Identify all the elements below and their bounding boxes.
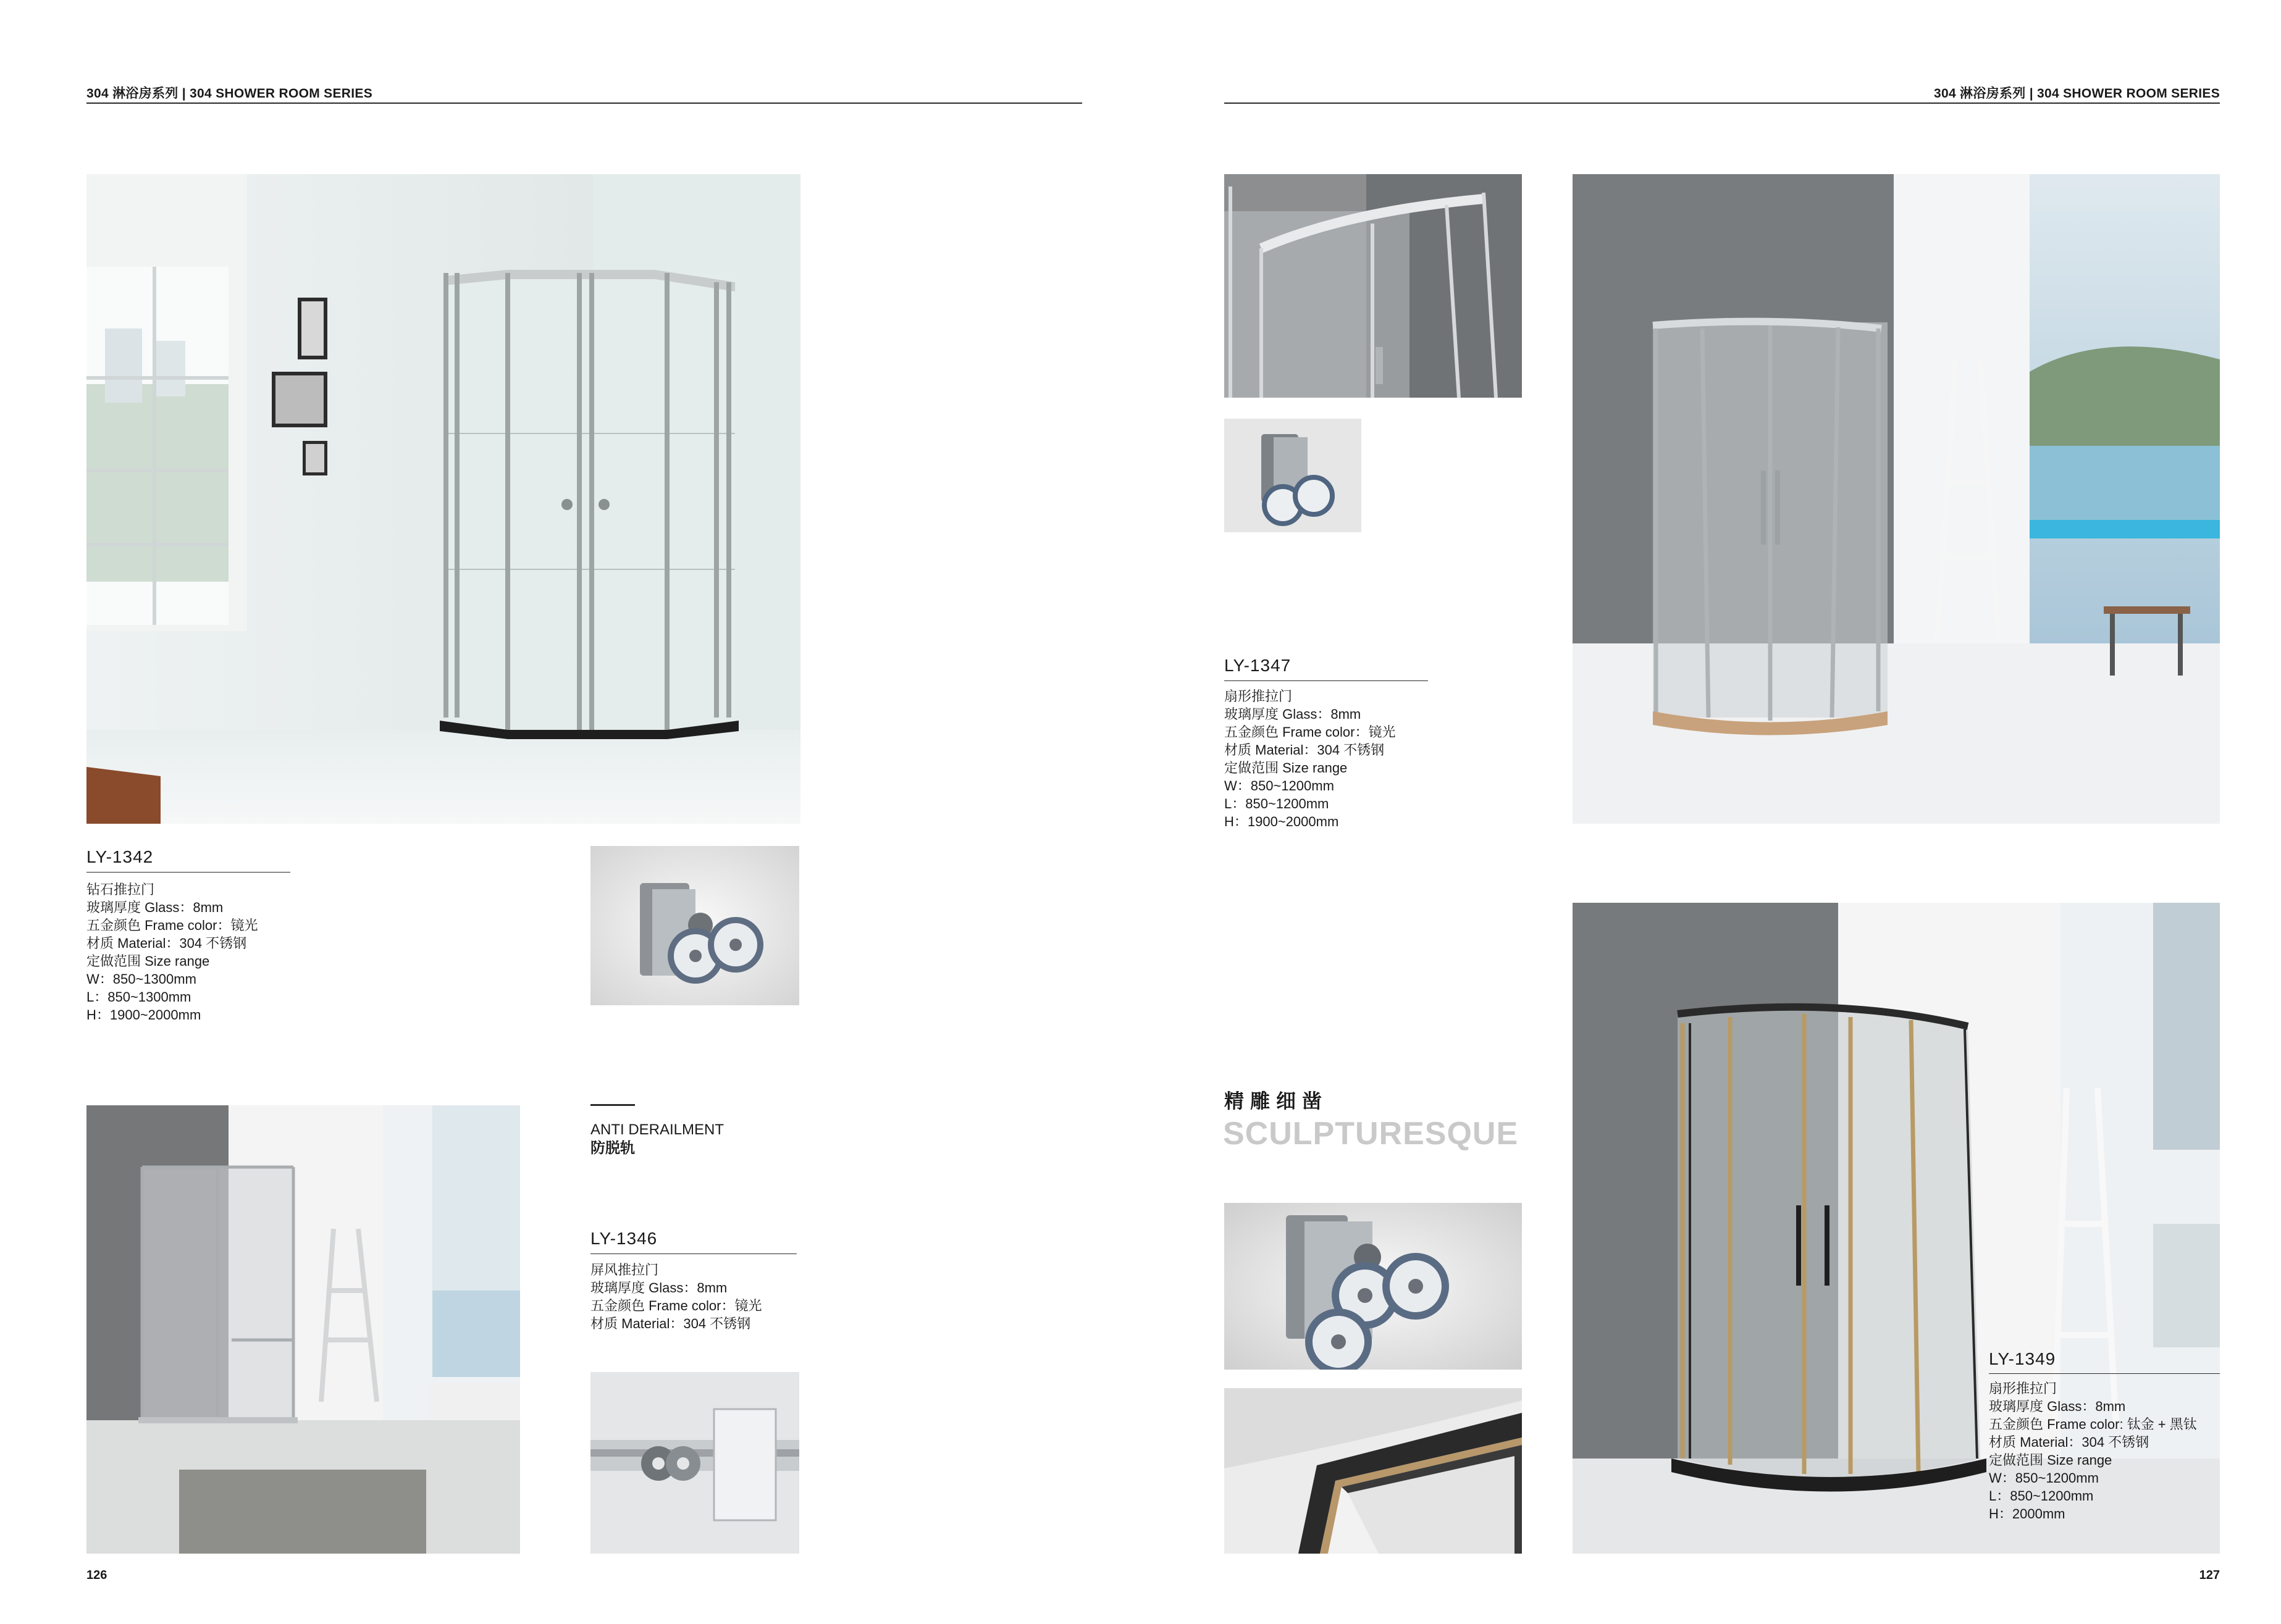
small-roller-detail-photo (1224, 419, 1361, 532)
spec-line: 扇形推拉门 (1989, 1381, 2057, 1396)
spec-line: L：850~1200mm (1989, 1488, 2094, 1504)
spec-line: H：1900~2000mm (86, 1007, 201, 1023)
spec-line: 五金颜色 Frame color：镜光 (86, 918, 258, 933)
ly1342-main-photo (86, 174, 800, 824)
spec-line: H：2000mm (1989, 1506, 2065, 1521)
ly1347-specs (1224, 687, 1395, 831)
spec-line: 材质 Material：304 不锈钢 (1224, 742, 1385, 758)
ly1342-model: LY-1342 (86, 847, 154, 866)
left-page-number: 126 (86, 1568, 107, 1582)
ly1349-rule (1989, 1373, 2220, 1374)
left-header: 304 淋浴房系列 | 304 SHOWER ROOM SERIES (86, 86, 373, 101)
spec-line: 材质 Material：304 不锈钢 (590, 1316, 751, 1331)
ly1347-rule (1224, 680, 1428, 681)
right-header-rule (1224, 103, 2220, 104)
ly1346-model: LY-1346 (590, 1229, 658, 1248)
ly1347-main-photo (1573, 174, 2220, 824)
spec-line: 定做范围 Size range (1989, 1452, 2112, 1468)
right-header: 304 淋浴房系列 | 304 SHOWER ROOM SERIES (1933, 86, 2220, 101)
spec-line: W：850~1200mm (1989, 1470, 2099, 1486)
spec-line: L：850~1300mm (86, 989, 191, 1005)
spec-line: 五金颜色 Frame color：镜光 (590, 1298, 762, 1313)
roller-large-detail-photo (1224, 1203, 1522, 1370)
feature-rule (590, 1104, 635, 1106)
spec-line: 玻璃厚度 Glass：8mm (86, 900, 224, 915)
spec-line: H：1900~2000mm (1224, 814, 1339, 829)
ly1349-model: LY-1349 (1989, 1349, 2056, 1368)
ly1346-specs (590, 1261, 762, 1333)
frame-corner-detail-photo (1224, 1388, 1522, 1554)
spec-line: L：850~1200mm (1224, 796, 1329, 811)
roller-detail-photo (590, 846, 799, 1005)
spec-line: 玻璃厚度 Glass：8mm (1989, 1399, 2126, 1414)
sculpt-title-en: SCULPTURESQUE (1223, 1116, 1519, 1152)
spec-line: 玻璃厚度 Glass：8mm (1224, 706, 1361, 722)
spec-line: 屏风推拉门 (590, 1262, 659, 1278)
spec-line: 定做范围 Size range (1224, 760, 1348, 776)
spec-line: 定做范围 Size range (86, 953, 210, 969)
right-page-number: 127 (2199, 1568, 2220, 1582)
spec-line: 扇形推拉门 (1224, 689, 1293, 704)
ly1346-main-photo (86, 1105, 520, 1554)
feature-title-cn: 防脱轨 (590, 1140, 635, 1157)
left-header-rule (86, 103, 1082, 104)
feature-title-en: ANTI DERAILMENT (590, 1121, 725, 1138)
spec-line: 五金颜色 Frame color：镜光 (1224, 724, 1396, 740)
rail-roller-detail-photo (590, 1372, 799, 1554)
spec-line: 材质 Material：304 不锈钢 (1989, 1434, 2149, 1450)
ly1349-specs (1989, 1379, 2197, 1523)
spec-line: 材质 Material：304 不锈钢 (86, 935, 247, 951)
sculpt-title-cn: 精雕细凿 (1224, 1090, 1329, 1112)
spec-line: 玻璃厚度 Glass：8mm (590, 1280, 728, 1295)
spec-line: 五金颜色 Frame color: 钛金 + 黑钛 (1989, 1417, 2197, 1432)
ly1342-specs (86, 881, 258, 1024)
spec-line: W：850~1200mm (1224, 778, 1334, 793)
ly1342-rule (86, 872, 290, 873)
ly1347-model: LY-1347 (1224, 656, 1292, 675)
spec-line: 钻石推拉门 (86, 882, 155, 897)
spec-line: W：850~1300mm (86, 971, 196, 987)
ly1347-detail-photo (1224, 174, 1522, 398)
